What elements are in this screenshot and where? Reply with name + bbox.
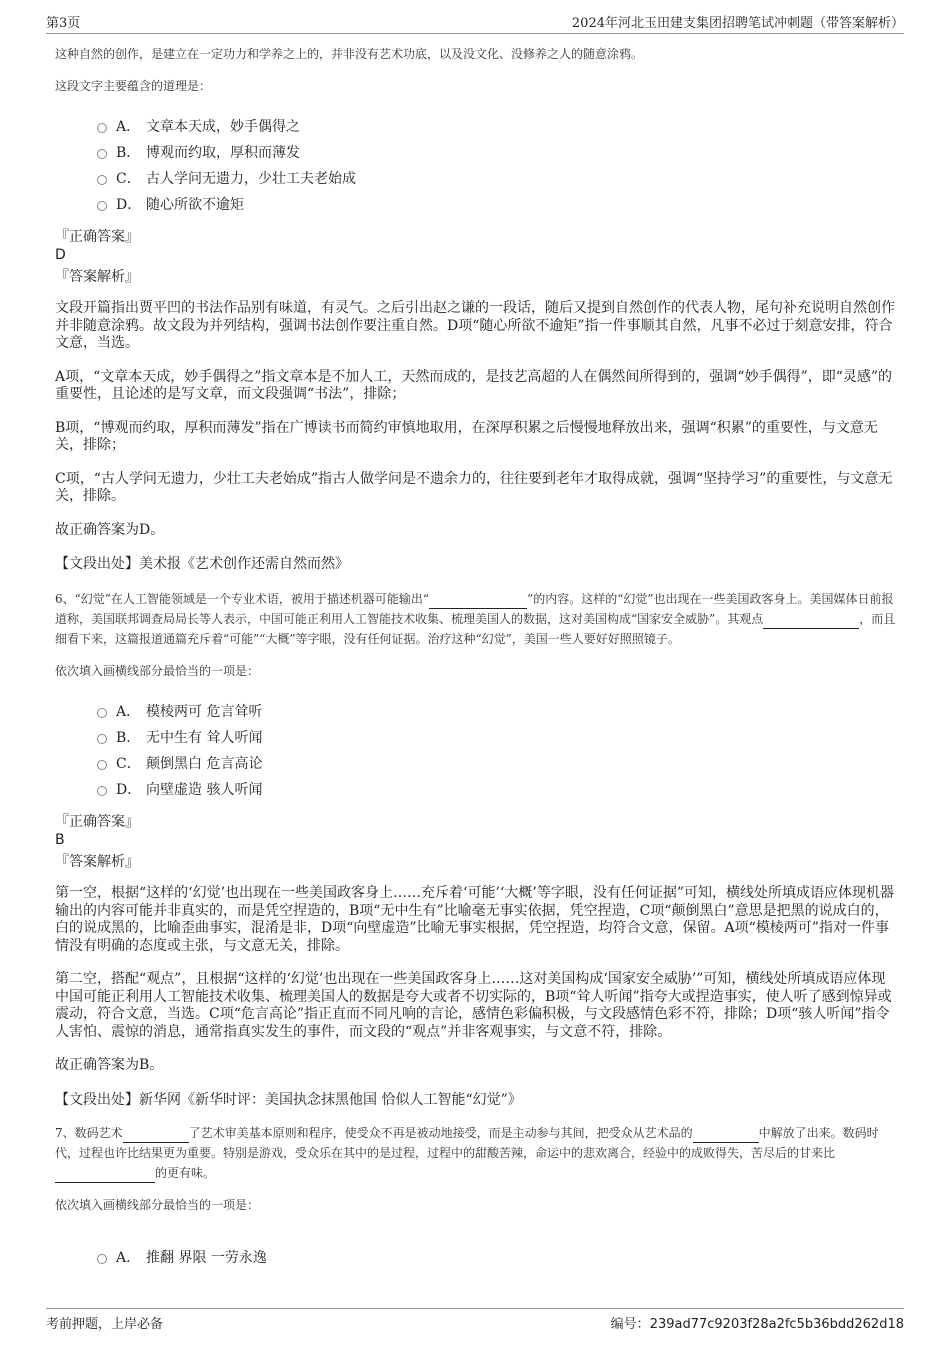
q6-analysis-conclusion: 故正确答案为B。 (55, 1057, 164, 1073)
q7-options (55, 1245, 897, 1271)
q6-number: 6、 (55, 592, 75, 606)
q5-option-d[interactable]: D． 随心所欲不逾矩 (55, 192, 897, 218)
q5-options (55, 114, 897, 218)
q5-answer-label: 『正确答案』 (55, 229, 139, 245)
q6-analysis-label: 『答案解析』 (55, 854, 139, 870)
q6-option-d[interactable]: D． 向壁虚造 骇人听闻 (55, 777, 897, 803)
q5-analysis-para: A项，“文章本天成，妙手偶得之”指文章本是不加人工，天然而成的，是技艺高超的人在偶然间所得到的，强调“妙手偶得”，即“灵感”的重要性，且论述的是写文章，而文段强调“书法”，排除； (55, 368, 893, 402)
q5-prompt: 这段文字主要蕴含的道理是： (55, 79, 212, 93)
q5-analysis-conclusion: 故正确答案为D。 (55, 521, 165, 538)
radio-icon[interactable] (97, 1254, 107, 1264)
q7-number: 7、 (55, 1125, 75, 1140)
q6-analysis (55, 885, 897, 1075)
footer-divider (46, 1308, 904, 1309)
fill-blank (693, 1129, 759, 1143)
q7-option-a[interactable]: A． 推翻 界限 一劳永逸 (55, 1245, 897, 1271)
q5-option-c[interactable]: C． 古人学问无遗力，少壮工夫老始成 (55, 166, 897, 192)
page-footer (46, 1313, 904, 1333)
fill-blank (55, 1169, 155, 1183)
q7-passage: 7、数码艺术 了艺术审美基本原则和程序，使受众不再是被动地接受，而是主动参与其间，把受众从艺术品的 中解放了出来。数码时代，过程也许比结果更为重要。特别是游戏，受众乐在其中的是过程，过程中的甜酸苦辣，命运中的悲欢离合，经验中的成败得失，苦尽后的甘来比的更有味。 (55, 1123, 897, 1183)
fill-blank (763, 615, 859, 629)
q5-source: 【文段出处】美术报《艺术创作还需自然而然》 (55, 556, 349, 572)
q6-answer-label: 『正确答案』 (55, 814, 139, 830)
q6-option-b[interactable]: B． 无中生有 耸人听闻 (55, 725, 897, 751)
radio-icon[interactable] (97, 760, 107, 770)
radio-icon[interactable] (97, 201, 107, 211)
document-code: 编号：239ad77c9203f28a2fc5b36bdd262d18 (610, 1317, 904, 1332)
footer-slogan: 考前押题，上岸必备 (46, 1317, 164, 1332)
radio-icon[interactable] (97, 708, 107, 718)
fill-blank (429, 595, 527, 609)
q5-passage-tail: 这种自然的创作，是建立在一定功力和学养之上的，并非没有艺术功底，以及没文化、没修养之人的随意涂鸦。 (55, 47, 644, 61)
q5-analysis-para: B项，“博观而约取，厚积而薄发”指在广博读书而简约审慎地取用，在深厚积累之后慢慢地释放出来，强调“积累”的重要性，与文意无关，排除； (55, 419, 878, 453)
header-divider (46, 33, 904, 34)
q6-source: 【文段出处】新华网《新华时评：美国执念抹黑他国 恰似人工智能“幻觉”》 (55, 1091, 522, 1108)
q6-analysis-para: 第一空，根据“这样的‘幻觉’也出现在一些美国政客身上……充斥着‘可能’‘大概’等字眼，没有任何证据”可知，横线处所填成语应体现机器输出的内容可能并非真实的，而是凭空捏造的，B项“无中生有”比喻毫无事实依据，凭空捏造，C项“颠倒黑白”意思是把黑的说成白的，白的说成黑的，比喻歪曲事实，混淆是非，D项“向壁虚造”比喻无事实根据，凭空捏造，均符合文意，保留。A项“模棱两可”指对一件事情没有明确的态度或主张，与文意无关，排除。 (55, 885, 895, 954)
page-number: 第3页 (46, 16, 81, 31)
radio-icon[interactable] (97, 123, 107, 133)
q5-analysis-para: 文段开篇指出贾平凹的书法作品别有味道，有灵气。之后引出赵之谦的一段话，随后又提到自然创作的代表人物，尾句补充说明自然创作并非随意涂鸦。故文段为并列结构，强调书法创作要注重自然。D项“随心所欲不逾矩”指一件事顺其自然，凡事不必过于刻意安排，符合文意，当选。 (55, 300, 895, 351)
q6-answer: B (55, 832, 65, 848)
q5-analysis-para: C项，“古人学问无遗力，少壮工夫老始成”指古人做学问是不遗余力的，往往要到老年才取得成就，强调“坚持学习”的重要性，与文意无关，排除。 (55, 470, 893, 504)
radio-icon[interactable] (97, 786, 107, 796)
q6-option-c[interactable]: C． 颠倒黑白 危言高论 (55, 751, 897, 777)
q6-prompt: 依次填入画横线部分最恰当的一项是： (55, 664, 260, 678)
q7-prompt: 依次填入画横线部分最恰当的一项是： (55, 1197, 260, 1212)
radio-icon[interactable] (97, 175, 107, 185)
q5-answer: D (55, 247, 66, 263)
q6-option-a[interactable]: A． 模棱两可 危言耸听 (55, 699, 897, 725)
page-header (46, 12, 904, 32)
q6-passage: 6、“幻觉”在人工智能领域是一个专业术语，被用于描述机器可能输出“ ”的内容。这样的“幻觉”也出现在一些美国政客身上。美国媒体日前报道称，美国联邦调查局局长等人表示，中国可能正利用人工智能技术收集、梳理美国人的数据，这对美国构成“国家安全威胁”。其观点 ，而且细看下来，这篇报道通篇充斥着“可能”“大概”等字眼，没有任何证据。治疗这种“幻觉”，美国一些人要好好照照镜子。 (55, 592, 896, 646)
q6-options (55, 699, 897, 803)
fill-blank (123, 1129, 189, 1143)
q5-option-b[interactable]: B． 博观而约取，厚积而薄发 (55, 140, 897, 166)
q5-analysis (55, 300, 897, 539)
radio-icon[interactable] (97, 734, 107, 744)
document-title: 2024年河北玉田建支集团招聘笔试冲刺题（带答案解析） (571, 16, 904, 31)
radio-icon[interactable] (97, 149, 107, 159)
page-content (55, 44, 897, 1271)
q5-analysis-label: 『答案解析』 (55, 269, 139, 285)
q5-option-a[interactable]: A． 文章本天成，妙手偶得之 (55, 114, 897, 140)
q6-analysis-para: 第二空，搭配“观点”，且根据“这样的‘幻觉’也出现在一些美国政客身上……这对美国构成‘国家安全威胁’”可知，横线处所填成语应体现中国可能正利用人工智能技术收集、梳理美国人的数据是夸大或者不切实际的，B项“耸人听闻”指夸大或捏造事实，使人听了感到惊异或震动，符合文意，当选。C项“危言高论”指正直而不同凡响的言论，感情色彩偏积极，与文段感情色彩不符，排除；D项“骇人听闻”指令人害怕、震惊的消息，通常指真实发生的事件，而文段的“观点”并非客观事实，与文意不符，排除。 (55, 971, 892, 1040)
